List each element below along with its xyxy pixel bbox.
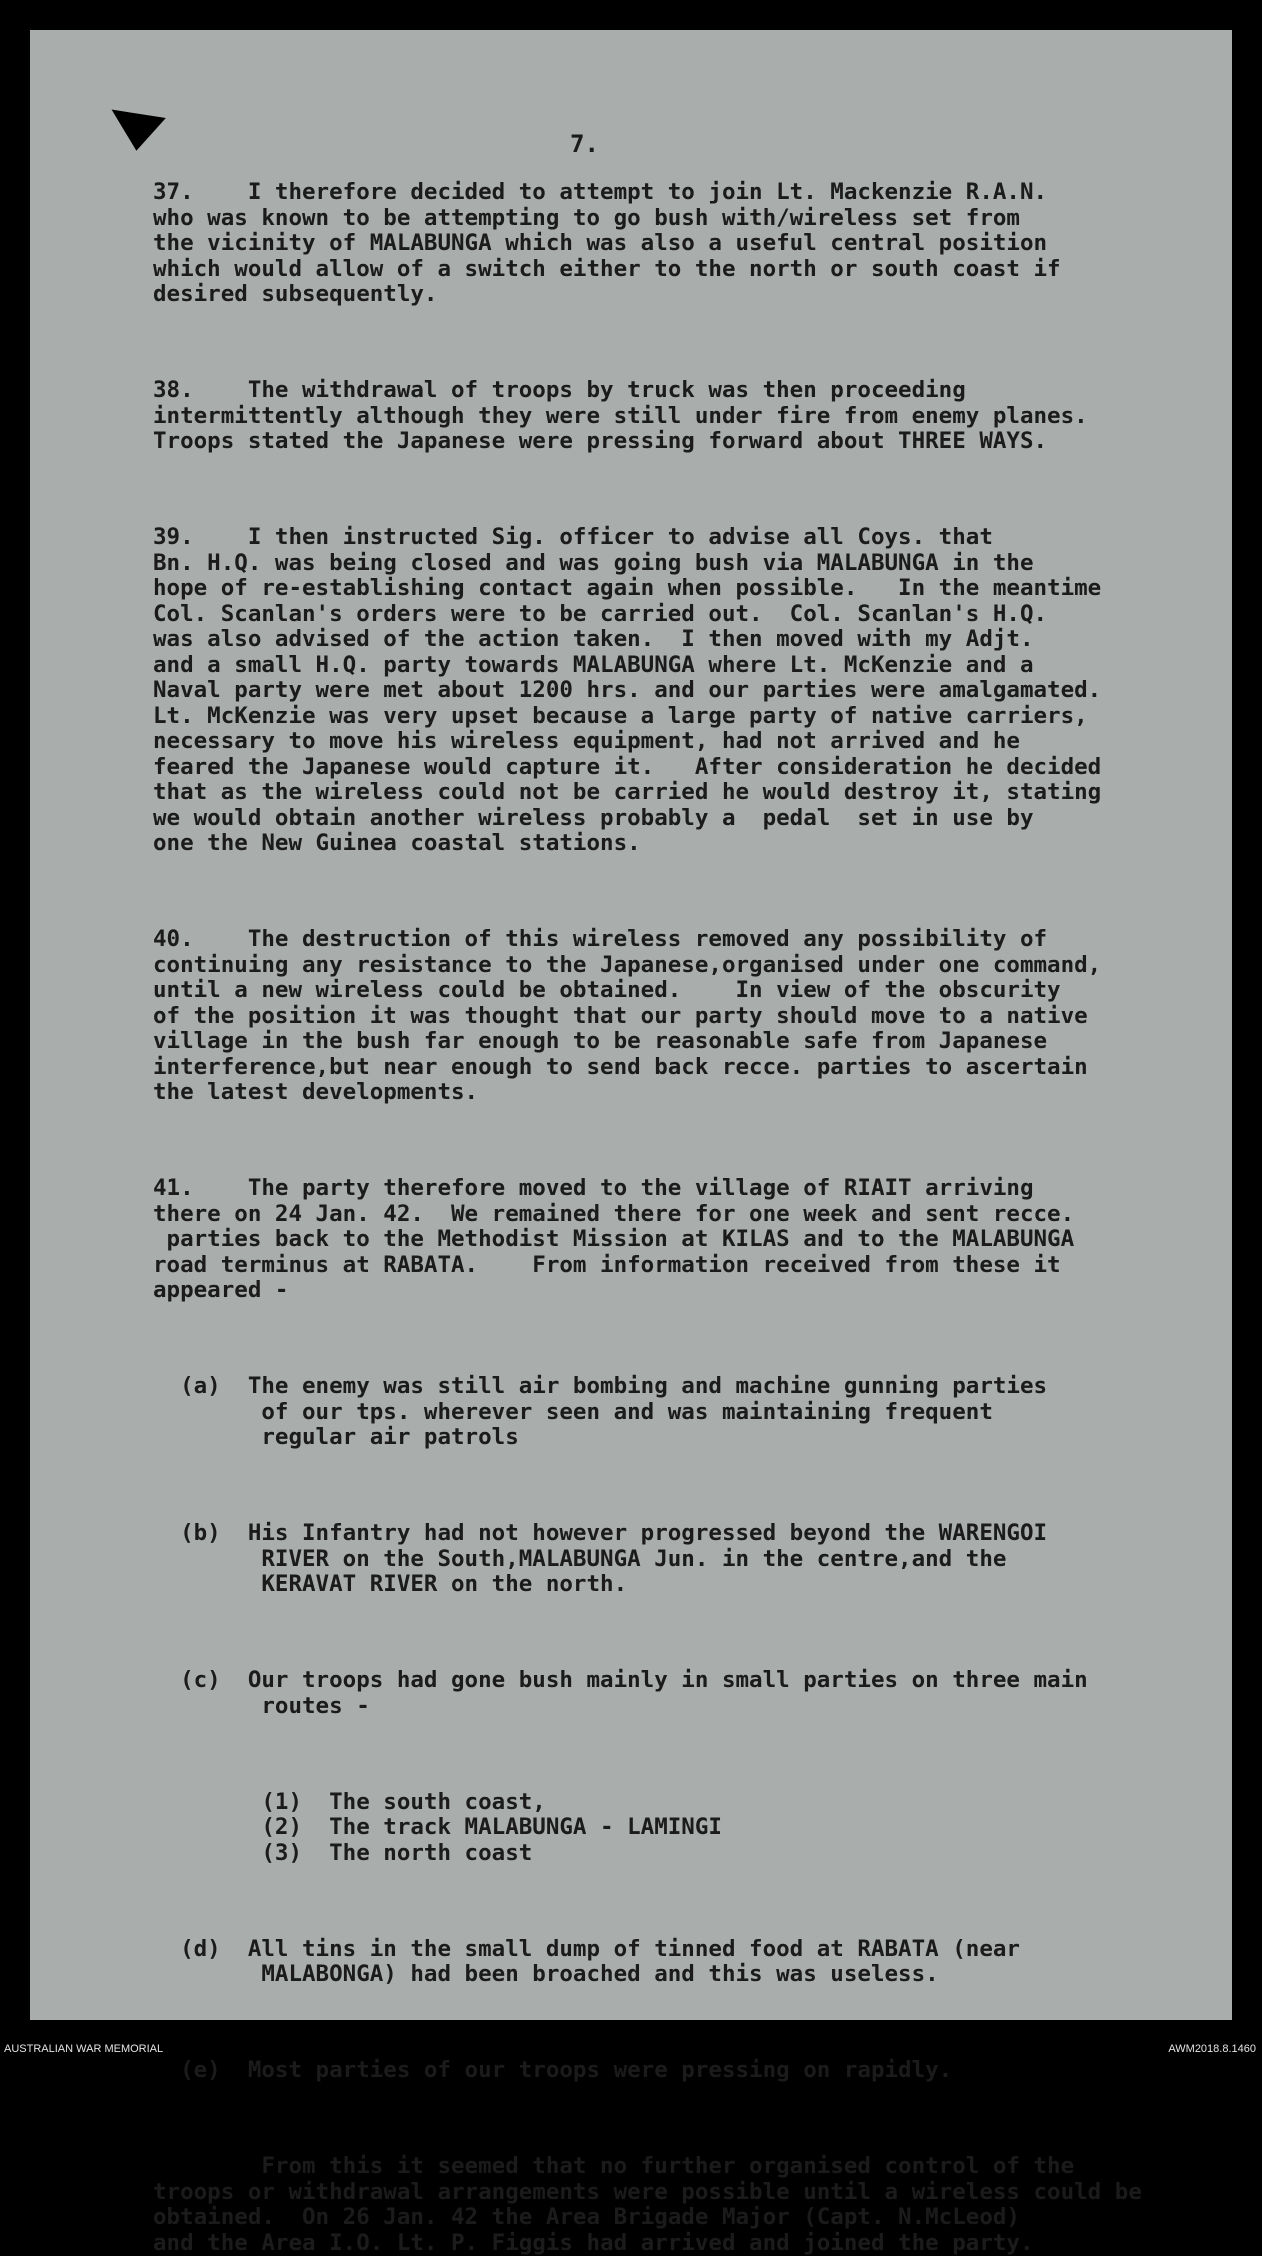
text-line: 38. The withdrawal of troops by truck was then proceeding: [153, 378, 1228, 404]
document-page: [30, 30, 1232, 2020]
paragraph-gap: [153, 2106, 1228, 2132]
text-line: parties back to the Methodist Mission at KILAS and to the MALABUNGA: [153, 1227, 1228, 1253]
typed-report-text: [153, 180, 1228, 2256]
text-line: (e) Most parties of our troops were pressing on rapidly.: [153, 2058, 1228, 2084]
text-line: of the position it was thought that our party should move to a native: [153, 1004, 1228, 1030]
text-line: which would allow of a switch either to the north or south coast if: [153, 257, 1228, 283]
text-line: intermittently although they were still under fire from enemy planes.: [153, 404, 1228, 430]
text-line: continuing any resistance to the Japanese,organised under one command,: [153, 953, 1228, 979]
text-line: who was known to be attempting to go bush with/wireless set from: [153, 206, 1228, 232]
text-line: Col. Scanlan's orders were to be carried out. Col. Scanlan's H.Q.: [153, 602, 1228, 628]
archive-reference: AWM2018.8.1460: [1168, 2043, 1256, 2055]
text-line: Bn. H.Q. was being closed and was going bush via MALABUNGA in the: [153, 551, 1228, 577]
text-line: the latest developments.: [153, 1080, 1228, 1106]
text-line: (c) Our troops had gone bush mainly in small parties on three main: [153, 1668, 1228, 1694]
paragraph-gap: [153, 1128, 1228, 1154]
text-line: appeared -: [153, 1278, 1228, 1304]
text-line: obtained. On 26 Jan. 42 the Area Brigade Major (Capt. N.McLeod): [153, 2205, 1228, 2231]
text-line: RIVER on the South,MALABUNGA Jun. in the centre,and the: [153, 1547, 1228, 1573]
text-line: routes -: [153, 1694, 1228, 1720]
text-line: 41. The party therefore moved to the village of RIAIT arriving: [153, 1176, 1228, 1202]
text-line: and the Area I.O. Lt. P. Figgis had arrived and joined the party.: [153, 2231, 1228, 2256]
text-line: one the New Guinea coastal stations.: [153, 831, 1228, 857]
text-line: From this it seemed that no further organised control of the: [153, 2154, 1228, 2180]
text-line: (1) The south coast,: [153, 1790, 1228, 1816]
text-line: (b) His Infantry had not however progressed beyond the WARENGOI: [153, 1521, 1228, 1547]
paragraph-gap: [153, 1742, 1228, 1768]
text-line: feared the Japanese would capture it. After consideration he decided: [153, 755, 1228, 781]
text-line: interference,but near enough to send back recce. parties to ascertain: [153, 1055, 1228, 1081]
text-line: MALABONGA) had been broached and this was useless.: [153, 1962, 1228, 1988]
text-line: 37. I therefore decided to attempt to join Lt. Mackenzie R.A.N.: [153, 180, 1228, 206]
paragraph-gap: [153, 879, 1228, 905]
text-line: 40. The destruction of this wireless removed any possibility of: [153, 927, 1228, 953]
text-line: regular air patrols: [153, 1425, 1228, 1451]
paragraph-gap: [153, 477, 1228, 503]
text-line: road terminus at RABATA. From information received from these it: [153, 1253, 1228, 1279]
text-line: and a small H.Q. party towards MALABUNGA where Lt. McKenzie and a: [153, 653, 1228, 679]
text-line: there on 24 Jan. 42. We remained there for one week and sent recce.: [153, 1202, 1228, 1228]
text-line: was also advised of the action taken. I then moved with my Adjt.: [153, 627, 1228, 653]
paragraph-gap: [153, 330, 1228, 356]
text-line: village in the bush far enough to be reasonable safe from Japanese: [153, 1029, 1228, 1055]
text-line: Troops stated the Japanese were pressing forward about THREE WAYS.: [153, 429, 1228, 455]
paragraph-gap: [153, 1889, 1228, 1915]
text-line: we would obtain another wireless probably a pedal set in use by: [153, 806, 1228, 832]
text-line: the vicinity of MALABUNGA which was also a useful central position: [153, 231, 1228, 257]
text-line: (2) The track MALABUNGA - LAMINGI: [153, 1815, 1228, 1841]
text-line: hope of re-establishing contact again when possible. In the meantime: [153, 576, 1228, 602]
paragraph-gap: [153, 1473, 1228, 1499]
paragraph-gap: [153, 1326, 1228, 1352]
text-line: of our tps. wherever seen and was maintaining frequent: [153, 1400, 1228, 1426]
page-number: 7.: [570, 130, 599, 158]
text-line: Lt. McKenzie was very upset because a large party of native carriers,: [153, 704, 1228, 730]
text-line: troops or withdrawal arrangements were possible until a wireless could be: [153, 2180, 1228, 2206]
text-line: (d) All tins in the small dump of tinned food at RABATA (near: [153, 1937, 1228, 1963]
text-line: necessary to move his wireless equipment, had not arrived and he: [153, 729, 1228, 755]
text-line: until a new wireless could be obtained. In view of the obscurity: [153, 978, 1228, 1004]
text-line: that as the wireless could not be carried he would destroy it, stating: [153, 780, 1228, 806]
paragraph-gap: [153, 2010, 1228, 2036]
text-line: (a) The enemy was still air bombing and machine gunning parties: [153, 1374, 1228, 1400]
paragraph-gap: [153, 1620, 1228, 1646]
punch-hole-mark: [102, 87, 166, 150]
text-line: desired subsequently.: [153, 282, 1228, 308]
text-line: (3) The north coast: [153, 1841, 1228, 1867]
archive-credit: AUSTRALIAN WAR MEMORIAL: [4, 2043, 163, 2055]
text-line: 39. I then instructed Sig. officer to advise all Coys. that: [153, 525, 1228, 551]
text-line: Naval party were met about 1200 hrs. and our parties were amalgamated.: [153, 678, 1228, 704]
text-line: KERAVAT RIVER on the north.: [153, 1572, 1228, 1598]
